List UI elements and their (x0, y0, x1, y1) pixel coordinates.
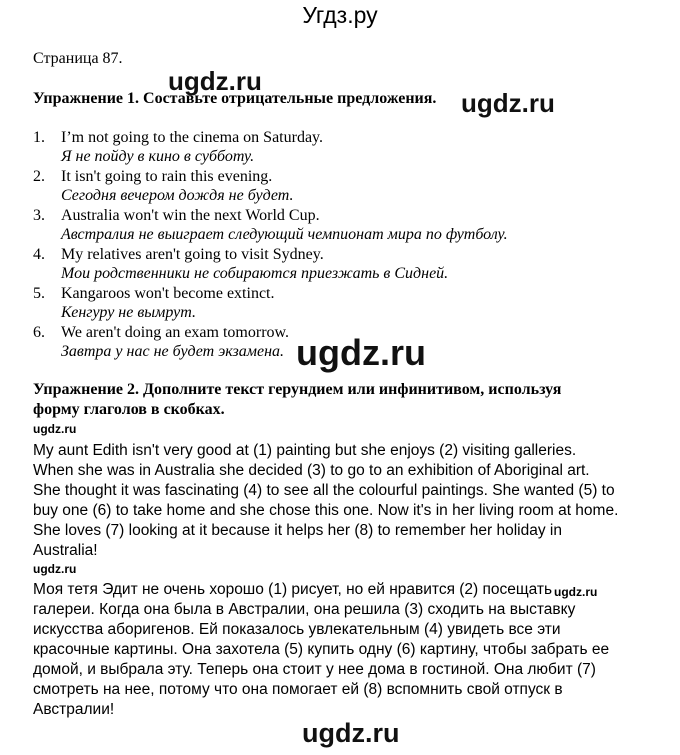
text-line: Австралии! (33, 701, 115, 718)
item-russian: Кенгуру не вымрут. (61, 304, 196, 321)
item-english: We aren't doing an exam tomorrow. (61, 324, 290, 341)
page-label: Страница 87. (33, 50, 123, 67)
watermark: ugdz.ru (33, 562, 77, 576)
exercise1-title: Упражнение 1. Составьте отрицательные предложения. (33, 90, 437, 107)
text-line: Australia! (33, 542, 98, 559)
text-line: She thought it was fascinating (4) to see all the colourful paintings. She wanted (5) to (33, 482, 615, 499)
item-english: It isn't going to rain this evening. (61, 168, 273, 185)
text-line: красочные картины. Она захотела (5) купить одну (6) картину, чтобы забрать ее (33, 641, 610, 658)
item-english: Australia won't win the next World Cup. (61, 207, 320, 224)
item-number: 2. (33, 168, 45, 185)
item-russian: Сегодня вечером дождя не будет. (61, 187, 294, 204)
item-english: I’m not going to the cinema on Saturday. (61, 129, 324, 146)
text-line: Моя тетя Эдит не очень хорошо (1) рисует, но ей нравится (2) посещать (33, 581, 553, 598)
watermark: ugdz.ru (296, 332, 426, 373)
item-russian: Завтра у нас не будет экзамена. (61, 343, 285, 360)
text-line: домой, и выбрала эту. Теперь она стоит у нее дома в гостиной. Она любит (7) (33, 661, 596, 678)
text-line: искусства аборигенов. Ей показалось увлекательным (4) увидеть все эти (33, 621, 561, 638)
item-russian: Мои родственники не собираются приезжать в Сидней. (61, 265, 449, 282)
watermark: ugdz.ru (461, 88, 555, 118)
exercise2-title: Упражнение 2. Дополните текст герундием или инфинитивом, используя (33, 381, 562, 398)
item-number: 1. (33, 129, 45, 146)
watermark: ugdz.ru (33, 422, 77, 436)
text-line: галереи. Когда она была в Австралии, она решила (3) сходить на выставку (33, 601, 576, 618)
text-line: When she was in Australia she decided (3) to go to an exhibition of Aboriginal art. (33, 462, 590, 479)
item-russian: Я не пойду в кино в субботу. (61, 148, 255, 165)
text-line: buy one (6) to take home and she chose this one. Now it's in her living room at home. (33, 502, 619, 519)
item-english: My relatives aren't going to visit Sydney. (61, 246, 324, 263)
item-number: 3. (33, 207, 45, 224)
item-russian: Австралия не выиграет следующий чемпионат мира по футболу. (61, 226, 508, 243)
watermark: ugdz.ru (554, 585, 598, 599)
watermark: ugdz.ru (302, 718, 400, 748)
exercise2-title: форму глаголов в скобках. (33, 401, 225, 418)
site-title: Угдз.ру (302, 2, 378, 28)
text-line: She loves (7) looking at it because it helps her (8) to remember her holiday in (33, 522, 562, 539)
watermark: ugdz.ru (168, 66, 262, 96)
text-line: My aunt Edith isn't very good at (1) painting but she enjoys (2) visiting galleries. (33, 442, 577, 459)
item-number: 6. (33, 324, 45, 341)
item-number: 4. (33, 246, 45, 263)
item-number: 5. (33, 285, 45, 302)
item-english: Kangaroos won't become extinct. (61, 285, 275, 302)
text-line: смотреть на нее, потому что она помогает ей (8) вспомнить свой отпуск в (33, 681, 563, 698)
